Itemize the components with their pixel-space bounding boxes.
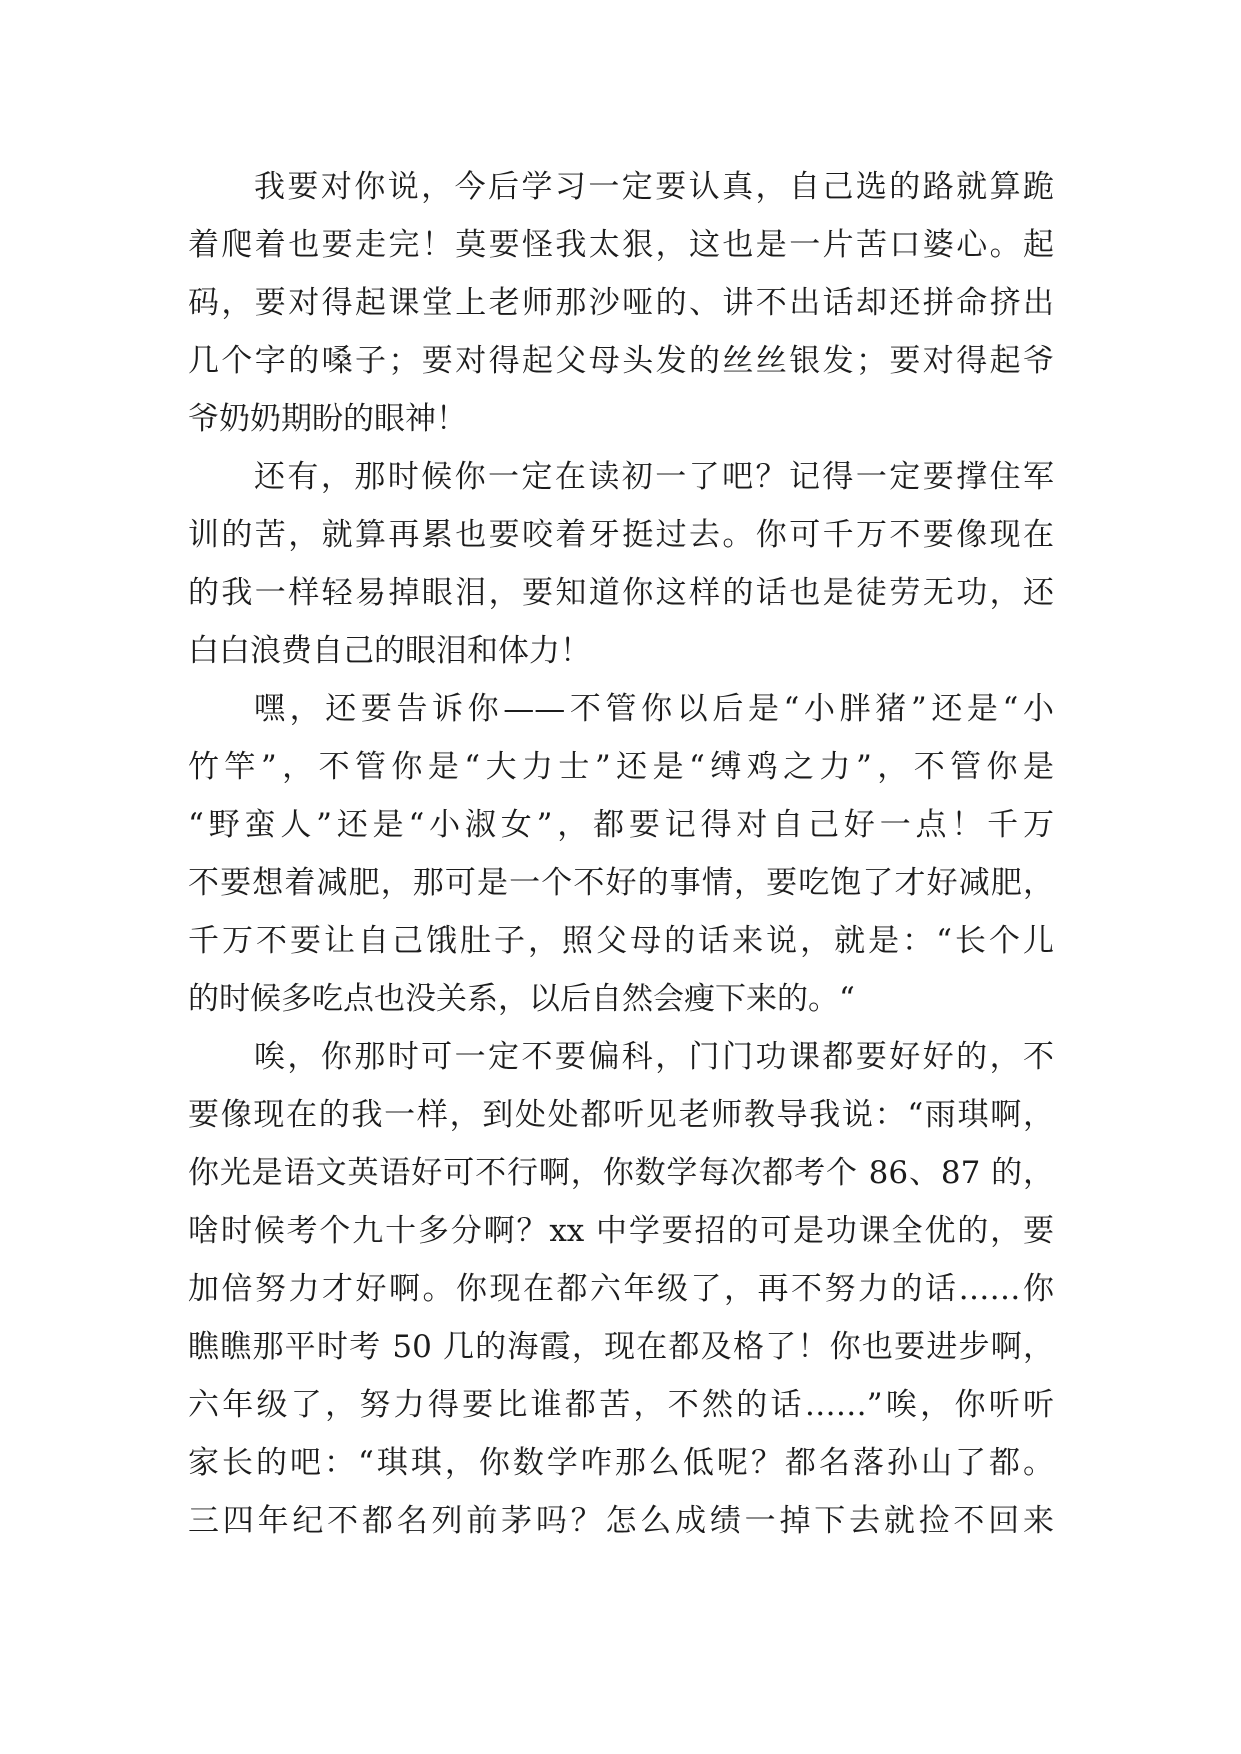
- text-line: 加倍努力才好啊。你现在都六年级了，再不努力的话……你: [188, 1271, 1054, 1307]
- text-line: 我要对你说，今后学习一定要认真，自己选的路就算跪: [254, 169, 1054, 205]
- text-body: [188, 158, 1054, 1550]
- text-line: 唉，你那时可一定不要偏科，门门功课都要好好的，不: [254, 1039, 1054, 1075]
- text-line: 六年级了，努力得要比谁都苦，不然的话……”唉，你听听: [188, 1387, 1054, 1423]
- text-line: 家长的吧：“琪琪，你数学咋那么低呢？都名落孙山了都。: [188, 1445, 1054, 1481]
- text-line: 啥时候考个九十多分啊？xx 中学要招的可是功课全优的，要: [188, 1213, 1054, 1249]
- text-line: 瞧瞧那平时考 50 几的海霞，现在都及格了！你也要进步啊，: [188, 1329, 1054, 1365]
- paragraph: [188, 158, 1054, 448]
- paragraph: [188, 448, 1054, 680]
- text-line: 的我一样轻易掉眼泪，要知道你这样的话也是徒劳无功，还: [188, 575, 1054, 611]
- text-line: 嘿，还要告诉你——不管你以后是“小胖猪”还是“小: [254, 691, 1054, 727]
- text-line: 训的苦，就算再累也要咬着牙挺过去。你可千万不要像现在: [188, 517, 1054, 553]
- text-line: “野蛮人”还是“小淑女”，都要记得对自己好一点！千万: [188, 807, 1054, 843]
- text-line: 几个字的嗓子；要对得起父母头发的丝丝银发；要对得起爷: [188, 343, 1054, 379]
- text-line: 不要想着减肥，那可是一个不好的事情，要吃饱了才好减肥，: [188, 865, 1054, 901]
- text-line: 白白浪费自己的眼泪和体力！: [188, 633, 591, 669]
- paragraph: [188, 680, 1054, 1028]
- text-line: 码，要对得起课堂上老师那沙哑的、讲不出话却还拼命挤出: [188, 285, 1054, 321]
- text-line: 着爬着也要走完！莫要怪我太狠，这也是一片苦口婆心。起: [188, 227, 1054, 263]
- text-line: 要像现在的我一样，到处处都听见老师教导我说：“雨琪啊，: [188, 1097, 1054, 1133]
- text-line: 竹竿”，不管你是“大力士”还是“缚鸡之力”，不管你是: [188, 749, 1054, 785]
- paragraph: [188, 1028, 1054, 1550]
- text-line: 爷奶奶期盼的眼神！: [188, 401, 467, 437]
- text-line: 三四年纪不都名列前茅吗？怎么成绩一掉下去就捡不回来: [188, 1503, 1054, 1539]
- text-line: 的时候多吃点也没关系，以后自然会瘦下来的。“: [188, 981, 855, 1017]
- text-line: 千万不要让自己饿肚子，照父母的话来说，就是：“长个儿: [188, 923, 1054, 959]
- text-line: 你光是语文英语好可不行啊，你数学每次都考个 86、87 的，: [188, 1155, 1054, 1191]
- text-line: 还有，那时候你一定在读初一了吧？记得一定要撑住军: [254, 459, 1054, 495]
